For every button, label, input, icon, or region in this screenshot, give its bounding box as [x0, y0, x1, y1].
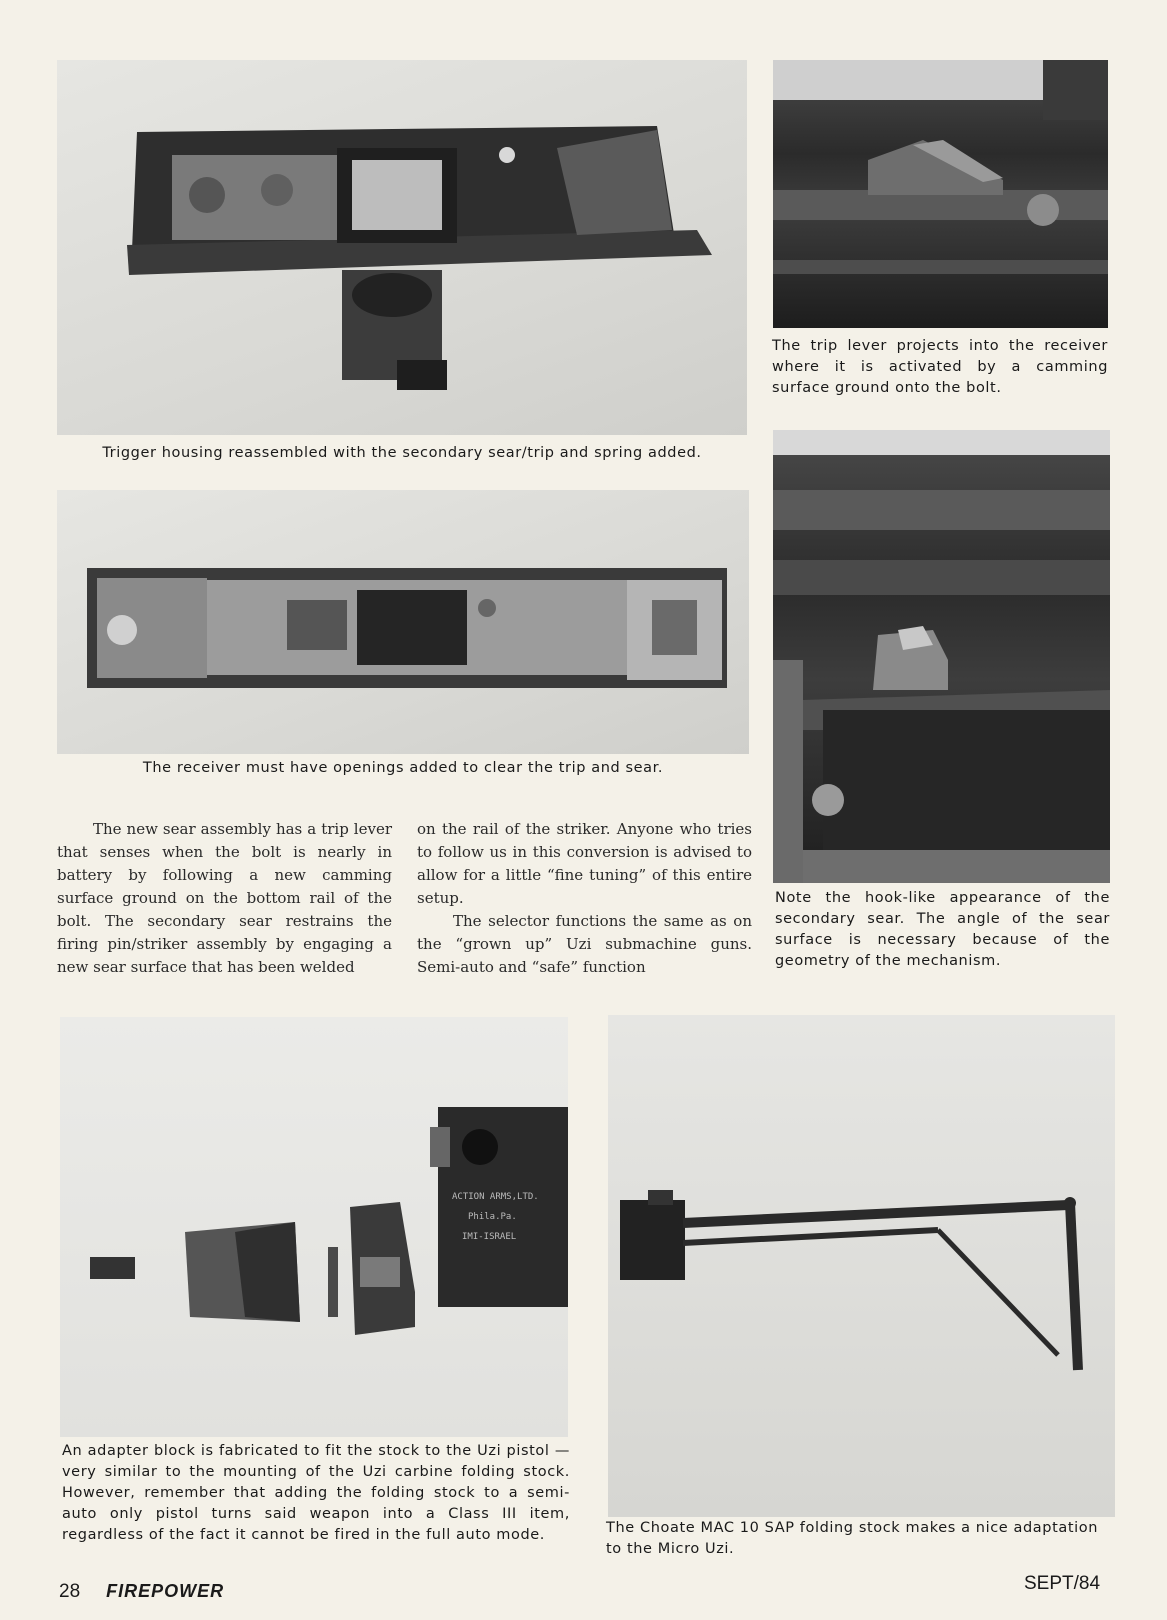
caption-trigger-housing: Trigger housing reassembled with the secondary sear/trip and spring added. — [102, 445, 702, 461]
caption-choate-stock: The Choate MAC 10 SAP folding stock makes a nice adaptation to the Micro Uzi. — [606, 1520, 1099, 1557]
receiver-stamp-line-1: ACTION ARMS,LTD. — [452, 1192, 539, 1202]
article-paragraph: on the rail of the striker. Anyone who tries to follow us in this conversion is advised to allow for a little “fine tuning” of this entire setup. — [417, 820, 752, 907]
photo-secondary-sear — [773, 430, 1110, 883]
choate-stock-illustration — [608, 1015, 1115, 1517]
photo-adapter-block — [60, 1017, 568, 1437]
receiver-illustration — [57, 490, 749, 754]
magazine-name: FIREPOWER — [106, 1581, 225, 1601]
photo-trigger-housing — [57, 60, 747, 435]
caption-hook-sear: Note the hook-like appearance of the secondary sear. The angle of the sear surface is necessary because of the geometry of the mechanism. — [775, 890, 1110, 969]
secondary-sear-illustration — [773, 430, 1110, 883]
article-paragraph: The new sear assembly has a trip lever that senses when the bolt is nearly in battery by following a new camming surface ground on the bottom rail of the bolt. The secondary sear restrains the firing pin/striker assembly by engaging a new sear surface that has been welded — [57, 820, 392, 976]
receiver-stamp-line-2: Phila.Pa. — [468, 1212, 517, 1222]
trip-lever-illustration — [773, 60, 1108, 328]
article-column-2 — [417, 818, 752, 979]
article-column-1 — [57, 818, 392, 979]
photo-trip-lever — [773, 60, 1108, 328]
photo-choate-stock — [608, 1015, 1115, 1517]
caption-receiver-openings: The receiver must have openings added to clear the trip and sear. — [142, 760, 664, 776]
issue-date: SEPT/84 — [1024, 1573, 1101, 1594]
caption-trip-lever: The trip lever projects into the receiver where it is activated by a camming surface ground onto the bolt. — [772, 338, 1108, 396]
trigger-housing-illustration — [57, 60, 747, 435]
adapter-block-illustration — [60, 1017, 568, 1437]
article-paragraph: The selector functions the same as on the “grown up” Uzi submachine guns. Semi-auto and “safe” function — [417, 912, 752, 976]
receiver-stamp-line-3: IMI-ISRAEL — [462, 1232, 517, 1242]
page-footer-left — [59, 1581, 224, 1603]
caption-adapter-block: An adapter block is fabricated to fit the stock to the Uzi pistol — very similar to the mounting of the Uzi carbine folding stock. However, remember that adding the folding stock to a semi-auto only pistol turns said weapon into a Class III item, regardless of the fact it cannot be fired in the full auto mode. — [62, 1443, 570, 1543]
photo-receiver — [57, 490, 749, 754]
page-number: 28 — [59, 1581, 81, 1602]
